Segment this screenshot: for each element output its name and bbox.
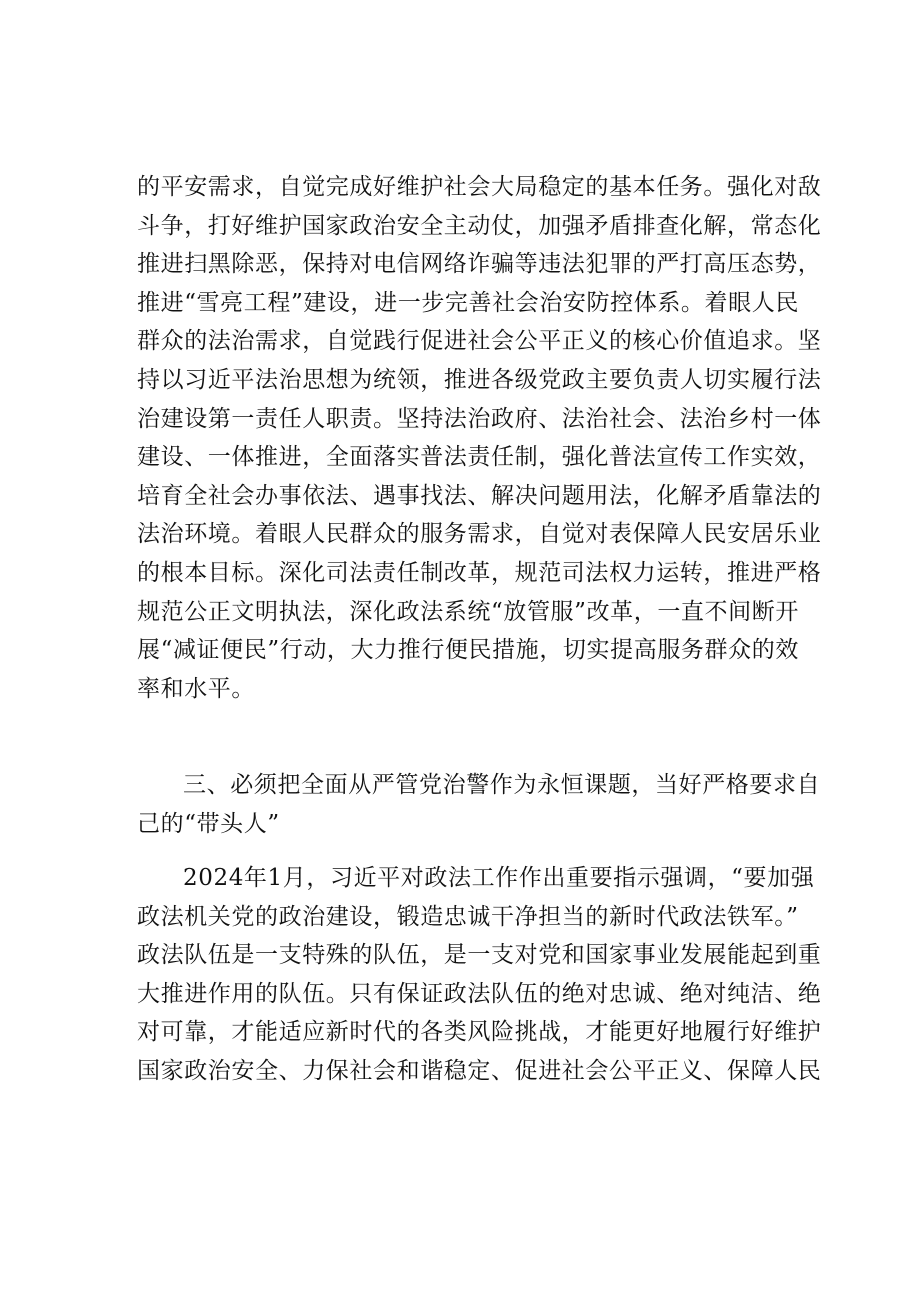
paragraph-line: 政法队伍是一支特殊的队伍，是一支对党和国家事业发展能起到重 — [137, 942, 822, 969]
paragraph-line: 展“减证便民”行动，大力推行便民措施，切实提高服务群众的效 — [137, 637, 799, 664]
paragraph-line: 推进“雪亮工程”建设，进一步完善社会治安防控体系。着眼人民 — [137, 289, 799, 316]
body-paragraph-section3 — [137, 859, 822, 1091]
heading-line: 三、必须把全面从严管党治警作为永恒课题，当好严格要求自 — [183, 772, 821, 798]
body-paragraph-continuation — [137, 168, 822, 708]
paragraph-line: 率和水平。 — [137, 675, 255, 702]
paragraph-line: 的根本目标。深化司法责任制改革，规范司法权力运转，推进严格 — [137, 559, 822, 586]
paragraph-line: 治建设第一责任人职责。坚持法治政府、法治社会、法治乡村一体 — [137, 405, 822, 432]
paragraph-line: 政法机关党的政治建设，锻造忠诚干净担当的新时代政法铁军。” — [137, 903, 799, 930]
paragraph-line: 大推进作用的队伍。只有保证政法队伍的绝对忠诚、绝对纯洁、绝 — [137, 980, 822, 1007]
paragraph-line: 法治环境。着眼人民群众的服务需求，自觉对表保障人民安居乐业 — [137, 521, 822, 548]
paragraph-line: 持以习近平法治思想为统领，推进各级党政主要负责人切实履行法 — [137, 366, 822, 393]
paragraph-line: 群众的法治需求，自觉践行促进社会公平正义的核心价值追求。坚 — [137, 328, 822, 355]
section-heading — [137, 766, 821, 843]
paragraph-line: 国家政治安全、力保社会和谐稳定、促进社会公平正义、保障人民 — [137, 1057, 822, 1084]
paragraph-line: 的平安需求，自觉完成好维护社会大局稳定的基本任务。强化对敌 — [137, 174, 822, 200]
paragraph-line: 建设、一体推进，全面落实普法责任制，强化普法宣传工作实效， — [137, 444, 822, 471]
heading-line: 己的“带头人” — [137, 810, 280, 837]
paragraph-line: 斗争，打好维护国家政治安全主动仗，加强矛盾排查化解，常态化 — [137, 212, 822, 239]
paragraph-line: 培育全社会办事依法、遇事找法、解决问题用法，化解矛盾靠法的 — [137, 482, 822, 509]
paragraph-line: 2024年1月，习近平对政法工作作出重要指示强调，“要加强 — [183, 865, 815, 891]
paragraph-line: 对可靠，才能适应新时代的各类风险挑战，才能更好地履行好维护 — [137, 1019, 822, 1046]
paragraph-line: 推进扫黑除恶，保持对电信网络诈骗等违法犯罪的严打高压态势， — [137, 251, 822, 278]
paragraph-line: 规范公正文明执法，深化政法系统“放管服”改革，一直不间断开 — [137, 598, 799, 625]
